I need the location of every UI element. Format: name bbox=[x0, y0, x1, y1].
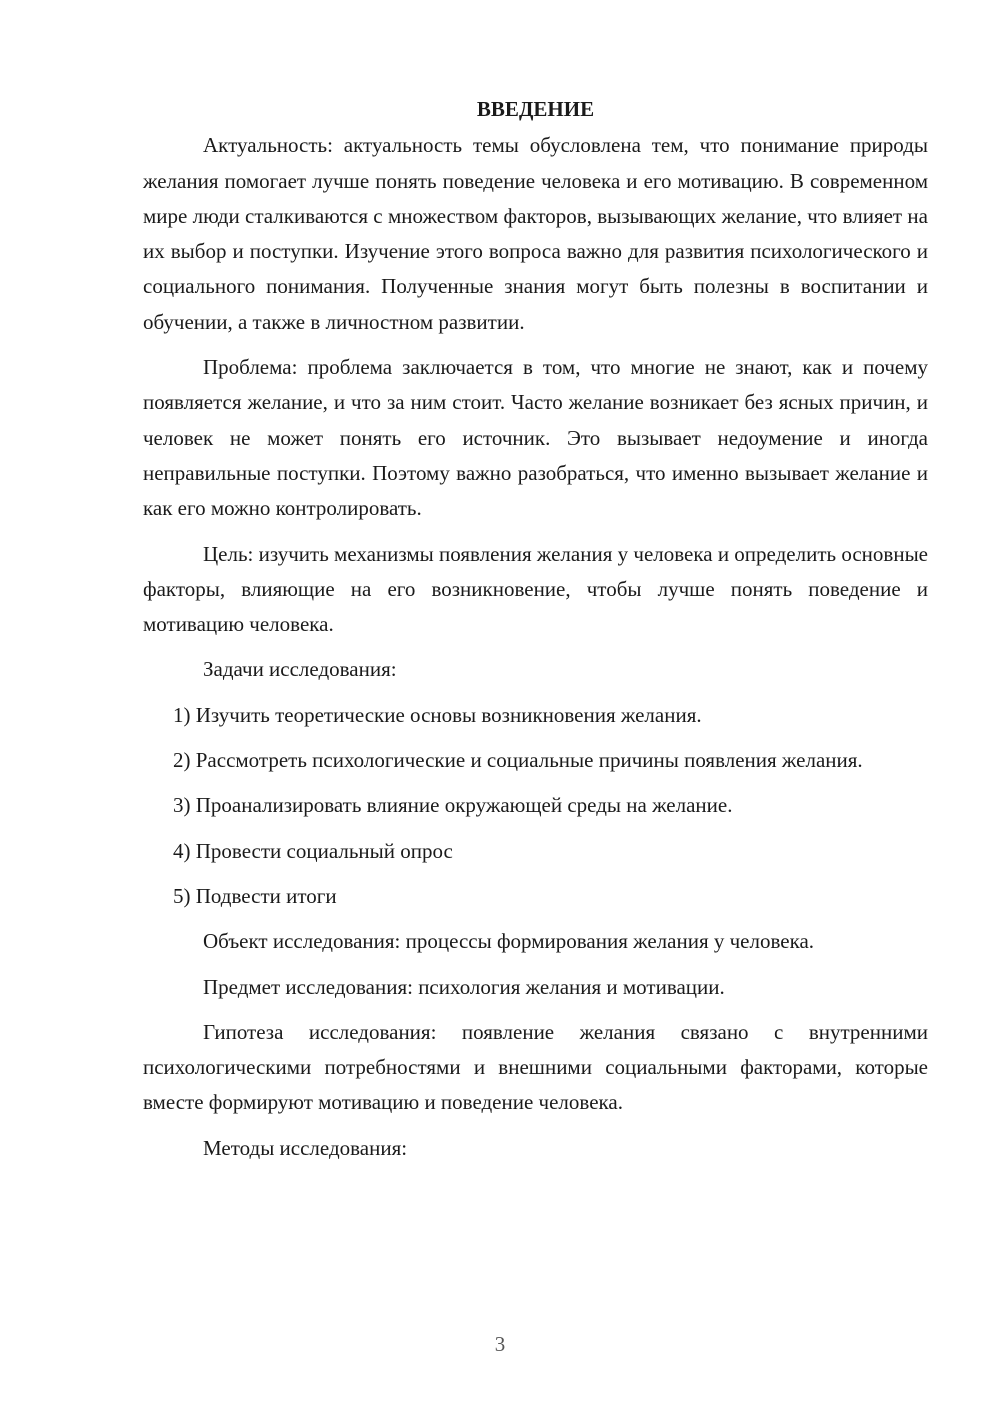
tasks-heading: Задачи исследования: bbox=[203, 657, 397, 682]
subject-paragraph: Предмет исследования: психология желания и мотивации. bbox=[203, 974, 725, 999]
hypothesis-paragraph: Гипотеза исследования: появление желания связано с внутренними психологическими потребностями и внешними социальными факторами, которые вместе формируют мотивацию и поведение человека. bbox=[143, 1019, 928, 1115]
methods-heading: Методы исследования: bbox=[203, 1135, 408, 1160]
task-item: 5) Подвести итоги bbox=[173, 883, 337, 908]
relevance-paragraph: Актуальность: актуальность темы обусловлена тем, что понимание природы желания помогает лучше понять поведение человека и его мотивацию. В современном мире люди сталкиваются с множеством факторов, вызывающих желание, что влияет на их выбор и поступки. Изучение этого вопроса важно для развития психологического и социального понимания. Полученные знания могут быть полезны в воспитании и обучении, а также в личностном развитии. bbox=[143, 133, 928, 334]
task-item: 4) Провести социальный опрос bbox=[173, 838, 453, 863]
task-item: 3) Проанализировать влияние окружающей среды на желание. bbox=[173, 793, 733, 818]
object-paragraph: Объект исследования: процессы формирования желания у человека. bbox=[203, 929, 815, 954]
document-page bbox=[143, 92, 928, 1176]
goal-paragraph: Цель: изучить механизмы появления желания у человека и определить основные факторы, влияющие на его возникновение, чтобы лучше понять поведение и мотивацию человека. bbox=[143, 541, 928, 637]
problem-paragraph: Проблема: проблема заключается в том, что многие не знают, как и почему появляется желание, и что за ним стоит. Часто желание возникает без ясных причин, и человек не может понять его источник. Это вызывает недоумение и иногда неправильные поступки. Поэтому важно разобраться, что именно вызывает желание и как его можно контролировать. bbox=[143, 355, 928, 521]
task-item: 1) Изучить теоретические основы возникновения желания. bbox=[173, 702, 702, 727]
page-title: ВВЕДЕНИЕ bbox=[476, 97, 595, 121]
task-item: 2) Рассмотреть психологические и социальные причины появления желания. bbox=[173, 748, 863, 773]
page-number: 3 bbox=[494, 1332, 506, 1356]
